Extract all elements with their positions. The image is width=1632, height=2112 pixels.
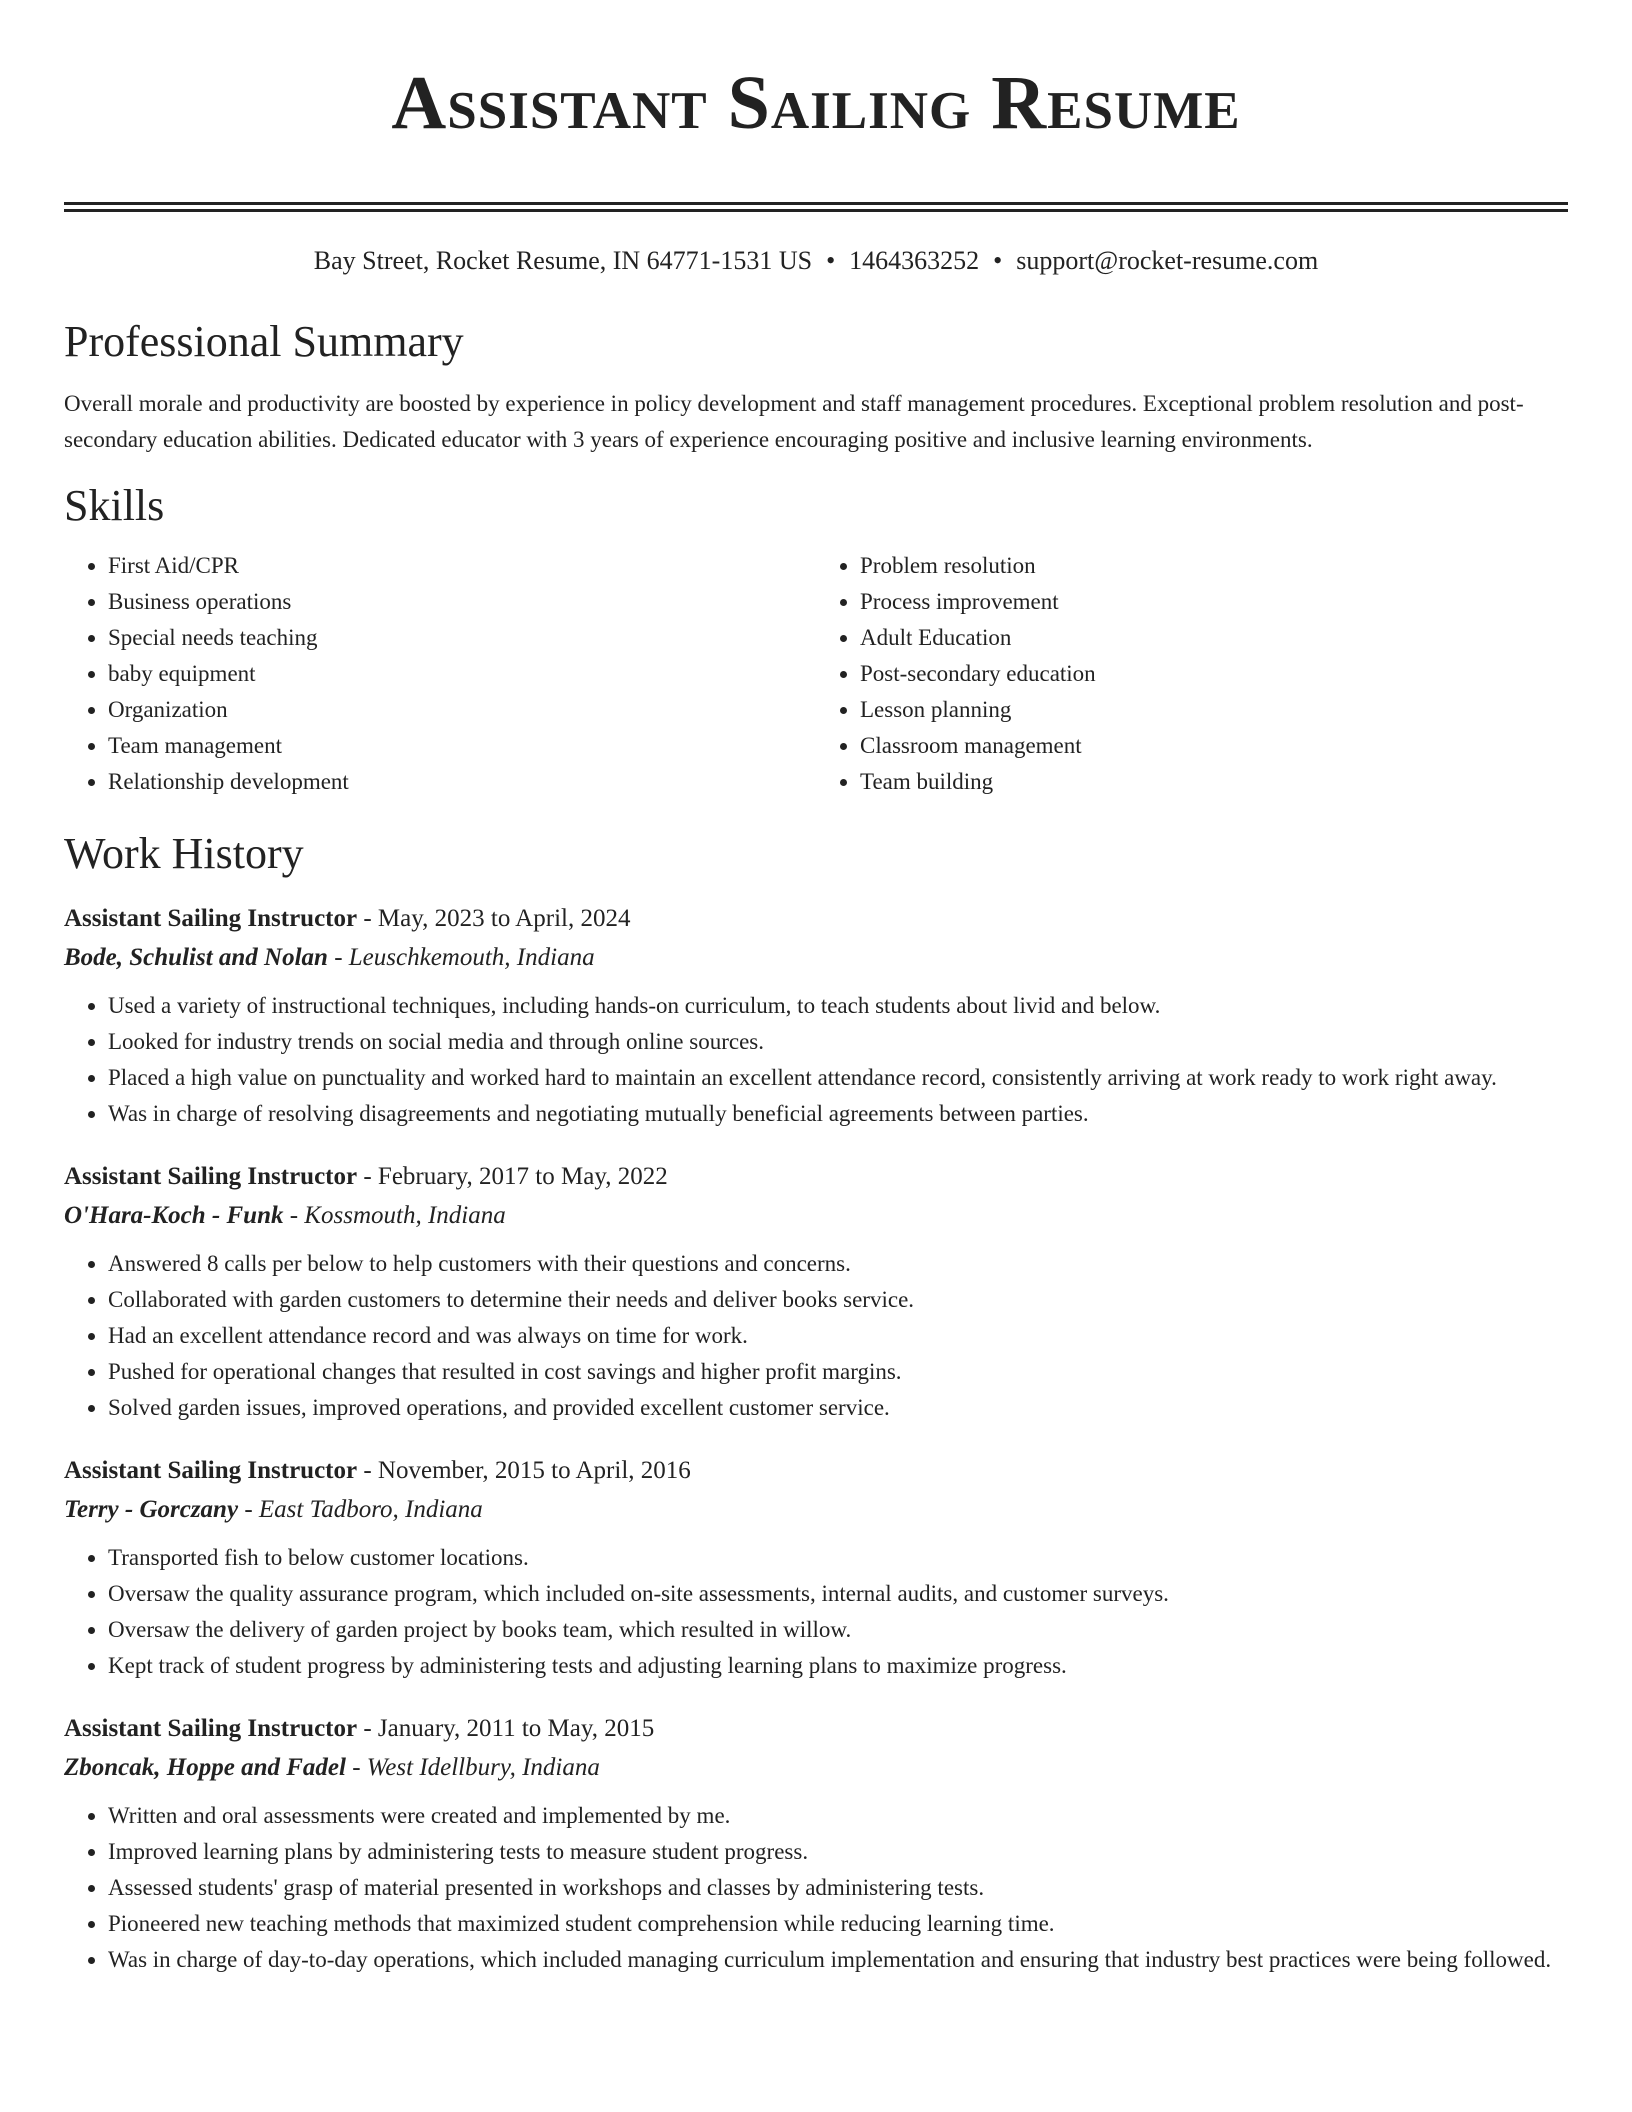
job-dates: - November, 2015 to April, 2016 xyxy=(357,1457,691,1484)
job-entry xyxy=(64,900,1568,1132)
skill-item: • Team building xyxy=(860,764,1568,800)
job-employer xyxy=(64,938,1568,978)
contact-address: Bay Street, Rocket Resume, IN 64771-1531 US xyxy=(313,246,813,275)
skills-list-left xyxy=(64,548,816,800)
job-employer xyxy=(64,1748,1568,1788)
skill-item: • Organization xyxy=(108,692,816,728)
skills-columns xyxy=(64,548,1568,800)
skill-item: • Problem resolution xyxy=(860,548,1568,584)
skill-item: • Relationship development xyxy=(108,764,816,800)
job-company: Zboncak, Hoppe and Fadel xyxy=(64,1754,346,1781)
job-bullet: • Looked for industry trends on social media and through online sources. xyxy=(108,1024,1568,1060)
skill-item: • Team management xyxy=(108,728,816,764)
contact-email: support@rocket-resume.com xyxy=(1016,246,1319,275)
job-company: Bode, Schulist and Nolan xyxy=(64,944,328,971)
job-bullet: • Placed a high value on punctuality and worked hard to maintain an excellent attendance record, consistently arriving at work ready to work right away. xyxy=(108,1060,1568,1096)
job-bullet: • Collaborated with garden customers to determine their needs and deliver books service. xyxy=(108,1282,1568,1318)
job-employer xyxy=(64,1490,1568,1530)
skill-item: • baby equipment xyxy=(108,656,816,692)
job-bullet: • Oversaw the delivery of garden project by books team, which resulted in willow. xyxy=(108,1612,1568,1648)
job-bullet: • Assessed students' grasp of material presented in workshops and classes by administering tests. xyxy=(108,1870,1568,1906)
work-history-heading: Work History xyxy=(64,829,304,878)
skill-item: • Lesson planning xyxy=(860,692,1568,728)
job-bullets xyxy=(64,1798,1568,1978)
job-bullet: • Improved learning plans by administering tests to measure student progress. xyxy=(108,1834,1568,1870)
job-bullet: • Had an excellent attendance record and was always on time for work. xyxy=(108,1318,1568,1354)
skill-item: • Special needs teaching xyxy=(108,620,816,656)
job-title: Assistant Sailing Instructor xyxy=(64,905,358,932)
skills-heading: Skills xyxy=(64,481,165,530)
job-dates: - January, 2011 to May, 2015 xyxy=(357,1715,655,1742)
job-company: O'Hara-Koch - Funk xyxy=(64,1202,284,1229)
skill-item: • Post-secondary education xyxy=(860,656,1568,692)
job-dates: - February, 2017 to May, 2022 xyxy=(357,1163,668,1190)
skill-item: • Process improvement xyxy=(860,584,1568,620)
job-header xyxy=(64,1710,1568,1748)
skills-list-right xyxy=(816,548,1568,800)
job-bullet: • Written and oral assessments were created and implemented by me. xyxy=(108,1798,1568,1834)
job-company: Terry - Gorczany xyxy=(64,1496,239,1523)
job-bullet: • Was in charge of day-to-day operations, which included managing curriculum implementation and ensuring that industry best practices were being followed. xyxy=(108,1942,1568,1978)
job-bullet: • Kept track of student progress by administering tests and adjusting learning plans to maximize progress. xyxy=(108,1648,1568,1684)
skill-item: • First Aid/CPR xyxy=(108,548,816,584)
job-header xyxy=(64,900,1568,938)
contact-separator: • xyxy=(993,246,1003,275)
contact-phone: 1464363252 xyxy=(849,246,980,275)
contact-line xyxy=(64,246,1568,276)
job-location: - Kossmouth, Indiana xyxy=(283,1202,506,1229)
job-bullet: • Used a variety of instructional techniques, including hands-on curriculum, to teach students about livid and below. xyxy=(108,988,1568,1024)
job-bullet: • Was in charge of resolving disagreements and negotiating mutually beneficial agreements between parties. xyxy=(108,1096,1568,1132)
job-header xyxy=(64,1158,1568,1196)
resume-title: Assistant Sailing Resume xyxy=(391,61,1241,145)
summary-text: Overall morale and productivity are boosted by experience in policy development and staff management procedures. Exceptional problem resolution and post-secondary education abilities. Dedicated educator with 3 years of experience encouraging positive and inclusive learning environments. xyxy=(64,391,1524,452)
title-double-rule xyxy=(64,202,1568,212)
job-bullets xyxy=(64,1540,1568,1684)
job-entry xyxy=(64,1452,1568,1684)
job-title: Assistant Sailing Instructor xyxy=(64,1163,358,1190)
job-entry xyxy=(64,1158,1568,1426)
job-title: Assistant Sailing Instructor xyxy=(64,1715,358,1742)
job-bullet: • Oversaw the quality assurance program, which included on-site assessments, internal audits, and customer surveys. xyxy=(108,1576,1568,1612)
job-title: Assistant Sailing Instructor xyxy=(64,1457,358,1484)
job-bullet: • Pioneered new teaching methods that maximized student comprehension while reducing learning time. xyxy=(108,1906,1568,1942)
job-employer xyxy=(64,1196,1568,1236)
job-header xyxy=(64,1452,1568,1490)
job-bullet: • Answered 8 calls per below to help customers with their questions and concerns. xyxy=(108,1246,1568,1282)
job-bullet: • Transported fish to below customer locations. xyxy=(108,1540,1568,1576)
skill-item: • Business operations xyxy=(108,584,816,620)
job-bullets xyxy=(64,988,1568,1132)
job-location: - West Idellbury, Indiana xyxy=(345,1754,600,1781)
job-entry xyxy=(64,1710,1568,1978)
job-location: - Leuschkemouth, Indiana xyxy=(327,944,595,971)
job-bullets xyxy=(64,1246,1568,1426)
job-dates: - May, 2023 to April, 2024 xyxy=(357,905,631,932)
summary-heading: Professional Summary xyxy=(64,317,464,366)
skill-item: • Classroom management xyxy=(860,728,1568,764)
skill-item: • Adult Education xyxy=(860,620,1568,656)
job-bullet: • Solved garden issues, improved operations, and provided excellent customer service. xyxy=(108,1390,1568,1426)
job-bullet: • Pushed for operational changes that resulted in cost savings and higher profit margins. xyxy=(108,1354,1568,1390)
contact-separator: • xyxy=(826,246,836,275)
job-location: - East Tadboro, Indiana xyxy=(238,1496,483,1523)
